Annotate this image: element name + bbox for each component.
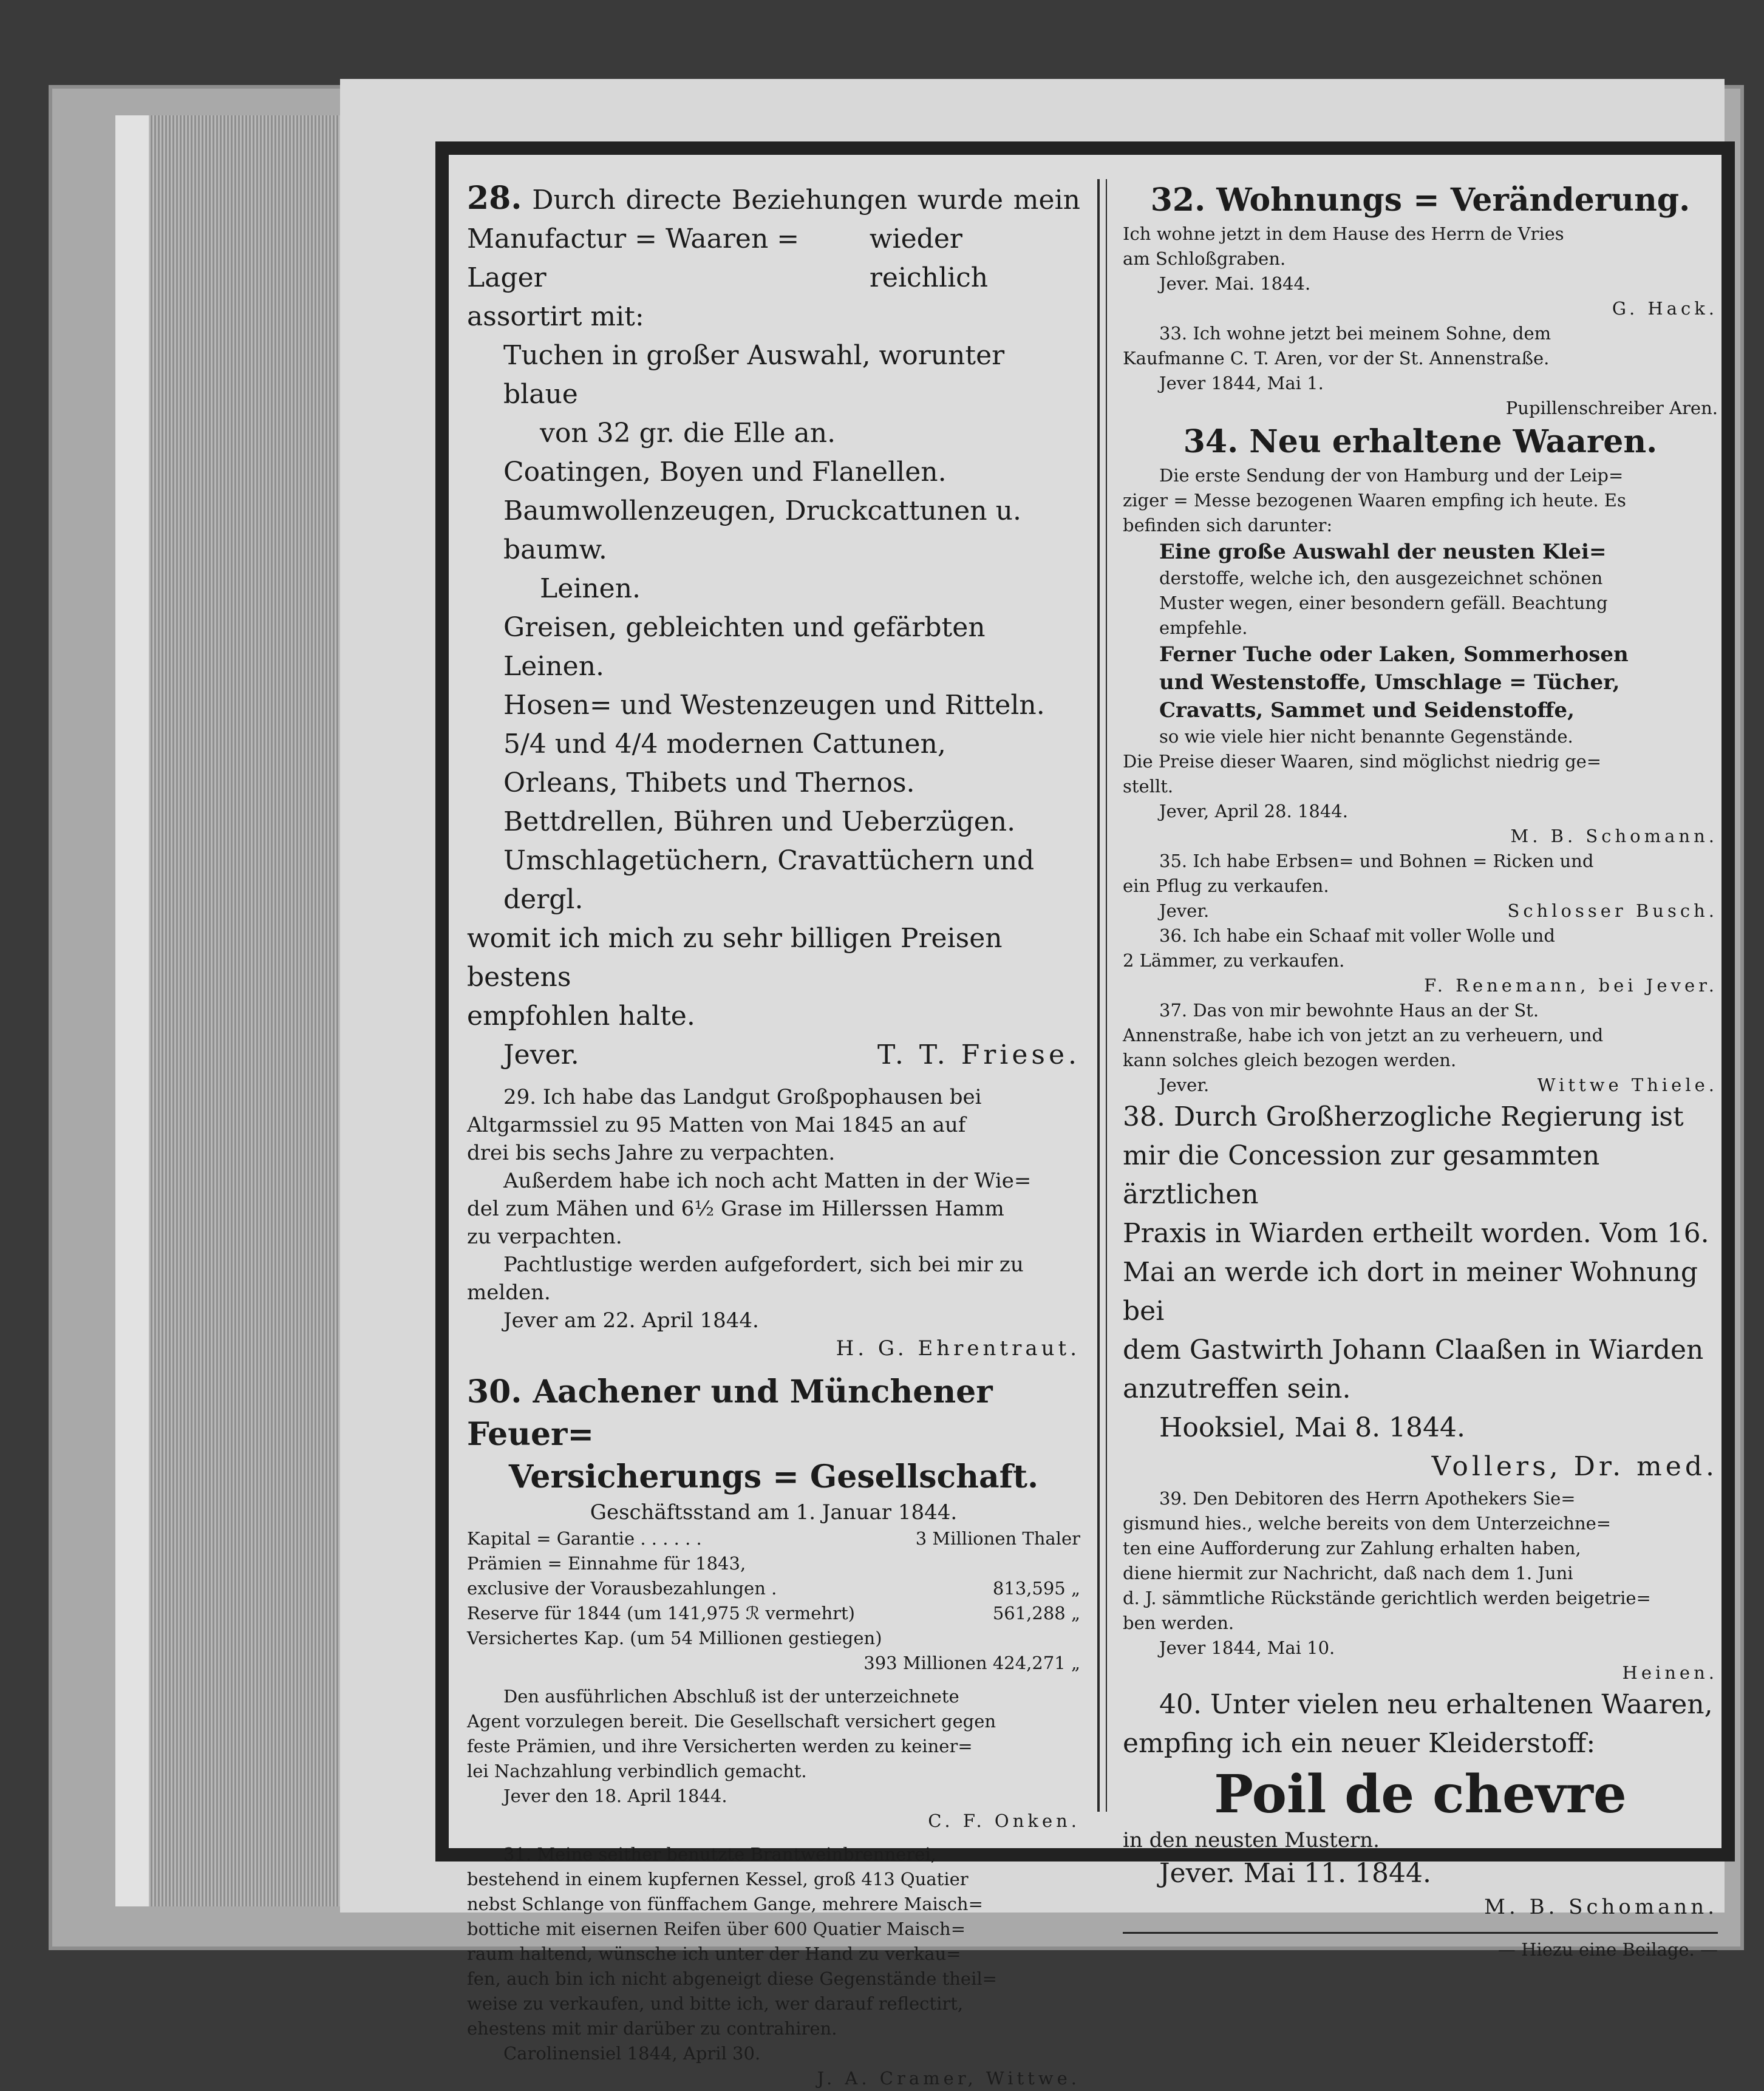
- advert-signature: T. T. Friese.: [877, 1039, 1080, 1070]
- advert-text: Ich wohne jetzt in dem Hause des Herrn de Vries: [1123, 223, 1564, 244]
- left-column: [467, 179, 1080, 2089]
- advert-text: Cravatts, Sammet und Seidenstoffe,: [1159, 698, 1575, 722]
- advert-text: derstoffe, welche ich, den ausgezeichnet schönen: [1159, 568, 1603, 588]
- advert-text: d. J. sämmtliche Rückstände gerichtlich werden beigetrie=: [1123, 1588, 1651, 1608]
- advert-text: weise zu verkaufen, und bitte ich, wer darauf reflectirt,: [467, 1993, 964, 2014]
- advert-text: 33. Ich wohne jetzt bei meinem Sohne, dem: [1159, 323, 1551, 344]
- table-row: Prämien = Einnahme für 1843,: [467, 1553, 746, 1574]
- advert-35: [1123, 849, 1718, 923]
- advert-text: empfohlen halte.: [467, 1001, 695, 1032]
- advert-text: Baumwollenzeugen, Druckcattunen u. baumw.: [503, 495, 1021, 565]
- advert-text: 40. Unter vielen neu erhaltenen Waaren,: [1159, 1689, 1713, 1720]
- advert-28: [467, 179, 1080, 1075]
- advert-text: zu verpachten.: [467, 1225, 622, 1249]
- advert-signature: Vollers, Dr. med.: [1431, 1451, 1718, 1482]
- advert-text: Tuchen in großer Auswahl, worunter blaue: [503, 340, 1005, 410]
- advert-text: gismund hies., welche bereits von dem Unterzeichne=: [1123, 1513, 1612, 1534]
- advert-text: diene hiermit zur Nachricht, daß nach dem 1. Juni: [1123, 1563, 1573, 1583]
- advert-signature: C. F. Onken.: [928, 1810, 1080, 1831]
- advert-text: und Westenstoffe, Umschlage = Tücher,: [1159, 670, 1620, 695]
- advert-text: Orleans, Thibets und Thernos.: [503, 767, 915, 798]
- advert-text: fen, auch bin ich nicht abgeneigt diese Gegenstände theil=: [467, 1968, 997, 1989]
- advert-text: Außerdem habe ich noch acht Matten in der Wie=: [503, 1169, 1032, 1193]
- advert-text: 37. Das von mir bewohnte Haus an der St.: [1159, 1000, 1539, 1021]
- table-row: Kapital = Garantie . . . . . . 3 Millionen Thaler: [467, 1528, 1080, 1549]
- advert-text: befinden sich darunter:: [1123, 515, 1333, 536]
- advert-38: [1123, 1098, 1718, 1486]
- advert-text: Jever. Mai. 1844.: [1159, 273, 1311, 294]
- advert-33: [1123, 321, 1718, 421]
- advert-31: [467, 1842, 1080, 2091]
- advert-text: ein Pflug zu verkaufen.: [1123, 875, 1329, 896]
- advert-text: lei Nachzahlung verbindlich gemacht.: [467, 1761, 807, 1781]
- advert-text: von 32 gr. die Elle an.: [540, 418, 836, 449]
- advert-text: Mai an werde ich dort in meiner Wohnung bei: [1123, 1257, 1698, 1327]
- advert-text: empfehle.: [1159, 617, 1248, 638]
- right-column: [1123, 179, 1718, 1960]
- advert-text: Jever, April 28. 1844.: [1159, 801, 1348, 821]
- table-row: Versichertes Kap. (um 54 Millionen gestiegen): [467, 1628, 882, 1648]
- advert-place: Jever.: [1159, 900, 1210, 921]
- column-divider-thin: [1106, 179, 1107, 1812]
- advert-text: kann solches gleich bezogen werden.: [1123, 1050, 1457, 1070]
- advert-text: Den ausführlichen Abschluß ist der unterzeichnete: [503, 1686, 959, 1707]
- advert-text: Coatingen, Boyen und Flanellen.: [503, 457, 947, 488]
- advert-text: anzutreffen sein.: [1123, 1373, 1351, 1404]
- advert-signature: J. A. Cramer, Wittwe.: [817, 2068, 1080, 2089]
- advert-text: Annenstraße, habe ich von jetzt an zu verheuern, und: [1123, 1025, 1604, 1046]
- advert-text: Die erste Sendung der von Hamburg und der Leip=: [1159, 465, 1624, 486]
- advert-text: Muster wegen, einer besondern gefäll. Beachtung: [1159, 593, 1608, 613]
- advert-text: 38. Durch Großherzogliche Regierung ist: [1123, 1101, 1684, 1132]
- advert-number: 28.: [467, 180, 522, 217]
- advert-text: Die Preise dieser Waaren, sind möglichst niedrig ge=: [1123, 751, 1602, 772]
- advert-text: ten eine Aufforderung zur Zahlung erhalten haben,: [1123, 1538, 1581, 1559]
- advert-text: Altgarmssiel zu 95 Matten von Mai 1845 an auf: [467, 1113, 966, 1137]
- column-divider: [1097, 179, 1100, 1812]
- advert-text: Pachtlustige werden aufgefordert, sich bei mir zu: [503, 1253, 1024, 1277]
- advert-signature: M. B. Schomann.: [1484, 1895, 1718, 1919]
- advert-text: Kaufmanne C. T. Aren, vor der St. Annenstraße.: [1123, 348, 1550, 369]
- advert-text: assortirt mit:: [467, 301, 644, 332]
- advert-text: Bettdrellen, Bühren und Ueberzügen.: [503, 806, 1016, 837]
- advert-39: [1123, 1486, 1718, 1685]
- advert-signature: G. Hack.: [1612, 298, 1718, 319]
- advert-30: [467, 1371, 1080, 1834]
- book-spine-strip: [115, 115, 152, 1906]
- advert-29: [467, 1083, 1080, 1362]
- advert-text: 39. Den Debitoren des Herrn Apothekers Sie=: [1159, 1488, 1576, 1509]
- advert-text: feste Prämien, und ihre Versicherten werden zu keiner=: [467, 1736, 973, 1756]
- advert-heading: 30. Aachener und Münchener Feuer=: [467, 1373, 993, 1453]
- advert-text: ben werden.: [1123, 1613, 1234, 1633]
- advert-text: Eine große Auswahl der neusten Klei=: [1159, 540, 1607, 564]
- advert-text: Durch directe Beziehungen wurde mein: [532, 185, 1080, 216]
- advert-text: Hosen= und Westenzeugen und Ritteln.: [503, 690, 1045, 721]
- advert-text: 2 Lämmer, zu verkaufen.: [1123, 950, 1345, 971]
- advert-text: Carolinensiel 1844, April 30.: [503, 2043, 761, 2064]
- advert-text: Praxis in Wiarden ertheilt worden. Vom 16.: [1123, 1218, 1709, 1249]
- advert-text: Umschlagetüchern, Cravattüchern und dergl.: [503, 845, 1035, 915]
- advert-text: bottiche mit eisernen Reifen über 600 Quatier Maisch=: [467, 1919, 966, 1939]
- advert-text: bestehend in einem kupfernen Kessel, groß 413 Quatier: [467, 1869, 969, 1889]
- advert-text: in den neusten Mustern.: [1123, 1828, 1380, 1852]
- advert-text: 5/4 und 4/4 modernen Cattunen,: [503, 729, 946, 760]
- advert-text: mir die Concession zur gesammten ärztlichen: [1123, 1140, 1600, 1210]
- advert-subheading: Geschäftsstand am 1. Januar 1844.: [590, 1500, 958, 1525]
- advert-text: 36. Ich habe ein Schaaf mit voller Wolle und: [1159, 925, 1555, 946]
- advert-34: [1123, 421, 1718, 849]
- advert-text: Jever. Mai 11. 1844.: [1159, 1858, 1432, 1889]
- advert-text: Greisen, gebleichten und gefärbten Leinen.: [503, 612, 986, 682]
- advert-signature: Heinen.: [1622, 1662, 1718, 1683]
- advert-text: 31. Meine seither benutzte Brantweinbrennerei,: [503, 1844, 936, 1865]
- advert-text: raum haltend, wünsche ich unter der Hand zu verkau=: [467, 1943, 961, 1964]
- table-row: exclusive der Vorausbezahlungen . 813,595 „: [467, 1578, 1080, 1599]
- advert-text: Agent vorzulegen bereit. Die Gesellschaft versichert gegen: [467, 1711, 996, 1732]
- advert-signature: Pupillenschreiber Aren.: [1505, 398, 1718, 418]
- advert-text: del zum Mähen und 6½ Grase im Hillerssen Hamm: [467, 1197, 1004, 1221]
- advert-32: [1123, 179, 1718, 321]
- advert-text: so wie viele hier nicht benannte Gegenstände.: [1159, 726, 1573, 747]
- advert-display-text: Poil de chevre: [1214, 1764, 1627, 1825]
- advert-text: dem Gastwirth Johann Claaßen in Wiarden: [1123, 1334, 1704, 1365]
- advert-text: Jever 1844, Mai 10.: [1159, 1637, 1335, 1658]
- footer-note: — Hiezu eine Beilage. —: [1497, 1939, 1718, 1960]
- advert-place: Jever.: [503, 1039, 579, 1070]
- advert-text: Jever den 18. April 1844.: [503, 1786, 727, 1806]
- advert-signature: Schlosser Busch.: [1507, 900, 1718, 921]
- advert-text: Ferner Tuche oder Laken, Sommerhosen: [1159, 642, 1629, 667]
- advert-text: 35. Ich habe Erbsen= und Bohnen = Ricken und: [1159, 851, 1594, 871]
- table-row: Reserve für 1844 (um 141,975 ℛ vermehrt) 561,288 „: [467, 1603, 1080, 1623]
- advert-text: wieder reichlich: [869, 223, 989, 293]
- advert-heading: 32. Wohnungs = Veränderung.: [1150, 182, 1691, 219]
- advert-signature: M. B. Schomann.: [1510, 826, 1718, 846]
- advert-text: Hooksiel, Mai 8. 1844.: [1159, 1412, 1466, 1443]
- advert-signature: Wittwe Thiele.: [1537, 1075, 1718, 1095]
- advert-text: ziger = Messe bezogenen Waaren empfing ich heute. Es: [1123, 490, 1626, 511]
- table-row: 393 Millionen 424,271 „: [863, 1653, 1080, 1673]
- advert-text: 29. Ich habe das Landgut Großpophausen bei: [503, 1085, 982, 1109]
- advertisement-frame: [435, 141, 1735, 2089]
- advert-signature: F. Renemann, bei Jever.: [1424, 975, 1718, 996]
- advert-place: Jever.: [1159, 1075, 1210, 1095]
- advert-signature: H. G. Ehrentraut.: [836, 1336, 1080, 1361]
- footer-rule: [1123, 1932, 1718, 1934]
- advert-text: drei bis sechs Jahre zu verpachten.: [467, 1141, 836, 1165]
- advert-text: am Schloßgraben.: [1123, 248, 1286, 269]
- advert-heading: Versicherungs = Gesellschaft.: [508, 1458, 1039, 1495]
- advert-40: [1123, 1685, 1718, 1921]
- advert-text: nebst Schlange von fünffachem Gange, mehrere Maisch=: [467, 1894, 983, 1914]
- balance-table: [467, 1526, 1080, 1676]
- advert-text: ehestens mit mir darüber zu contrahiren.: [467, 2018, 837, 2039]
- advert-36: [1123, 923, 1718, 998]
- advert-37: [1123, 998, 1718, 1098]
- advert-text: Manufactur = Waaren = Lager: [467, 223, 800, 293]
- page-edges: [149, 115, 349, 1906]
- advert-heading: 34. Neu erhaltene Waaren.: [1183, 423, 1658, 460]
- advert-text: Leinen.: [540, 573, 641, 604]
- advert-text: Jever am 22. April 1844.: [503, 1308, 759, 1333]
- advert-text: melden.: [467, 1280, 551, 1305]
- advert-text: stellt.: [1123, 776, 1174, 797]
- advert-text: Jever 1844, Mai 1.: [1159, 373, 1324, 393]
- advert-text: womit ich mich zu sehr billigen Preisen bestens: [467, 923, 1003, 993]
- advert-text: empfing ich ein neuer Kleiderstoff:: [1123, 1728, 1596, 1759]
